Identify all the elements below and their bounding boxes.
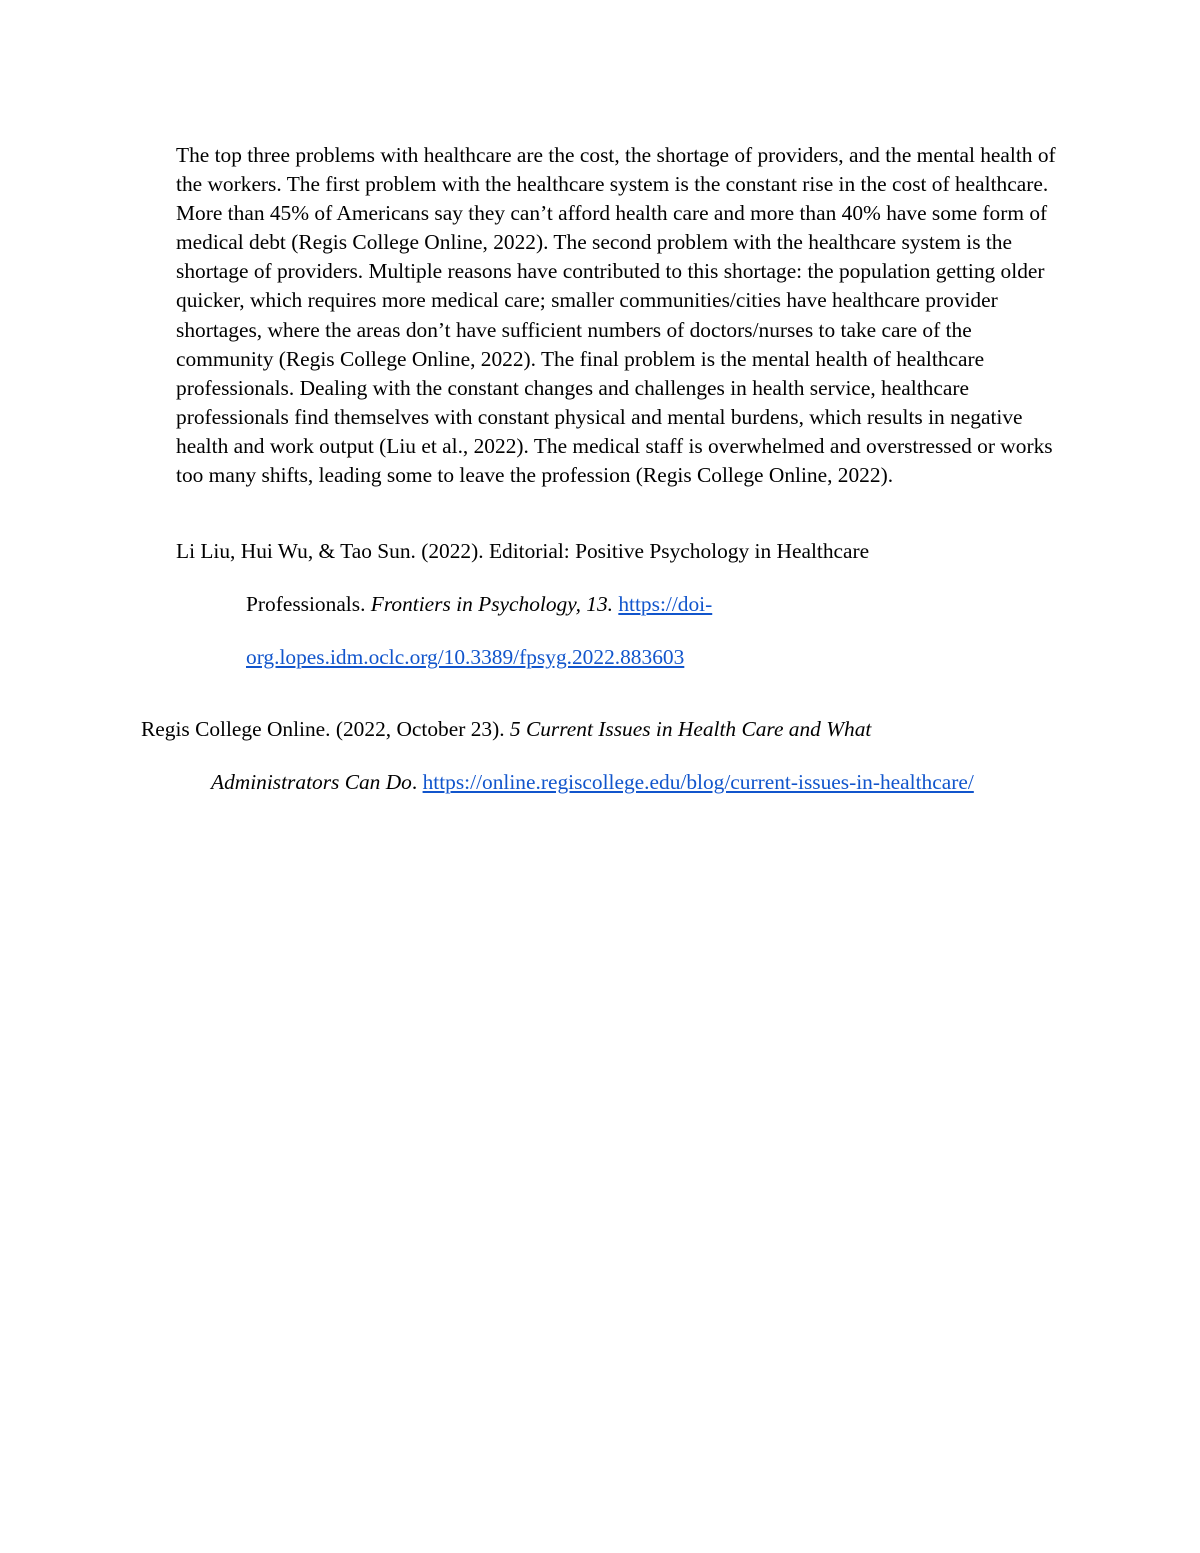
reference-line [176, 525, 1056, 578]
reference-liu [176, 525, 1056, 684]
doi-link[interactable]: https://doi- [618, 592, 713, 616]
reference-authors-title: Li Liu, Hui Wu, & Tao Sun. (2022). Editorial: Positive Psychology in Healthcare [176, 539, 870, 563]
reference-line [141, 703, 1081, 756]
reference-continuation: Professionals. [246, 592, 371, 616]
reference-line [176, 578, 1056, 631]
reference-line [141, 756, 1081, 809]
reference-regis [141, 703, 1081, 809]
reference-author-date: Regis College Online. (2022, October 23). [141, 717, 510, 741]
reference-volume: , 13. [575, 592, 619, 616]
reference-separator: . [411, 770, 423, 794]
reference-title-continuation: Administrators Can Do [211, 770, 412, 794]
reference-line [176, 631, 1056, 684]
body-paragraph: The top three problems with healthcare are the cost, the shortage of providers, and the mental health of the workers. The first problem with the healthcare system is the constant rise in the cost of healthcare. More than 45% of Americans say they can’t afford health care and more than 40% have some form of medical debt (Regis College Online, 2022). The second problem with the healthcare system is the shortage of providers. Multiple reasons have contributed to this shortage: the population getting older quicker, which requires more medical care; smaller communities/cities have healthcare provider shortages, where the areas don’t have sufficient numbers of doctors/nurses to take care of the community (Regis College Online, 2022). The final problem is the mental health of healthcare professionals. Dealing with the constant changes and challenges in health service, healthcare professionals find themselves with constant physical and mental burdens, which results in negative health and work output (Liu et al., 2022). The medical staff is overwhelmed and overstressed or works too many shifts, leading some to leave the profession (Regis College Online, 2022). [176, 143, 1056, 488]
doi-link-continuation[interactable]: org.lopes.idm.oclc.org/10.3389/fpsyg.2022.883603 [246, 645, 685, 669]
reference-title: 5 Current Issues in Health Care and What [509, 717, 872, 741]
regis-link[interactable]: https://online.regiscollege.edu/blog/current-issues-in-healthcare/ [422, 770, 974, 794]
reference-journal: Frontiers in Psychology [370, 592, 576, 616]
